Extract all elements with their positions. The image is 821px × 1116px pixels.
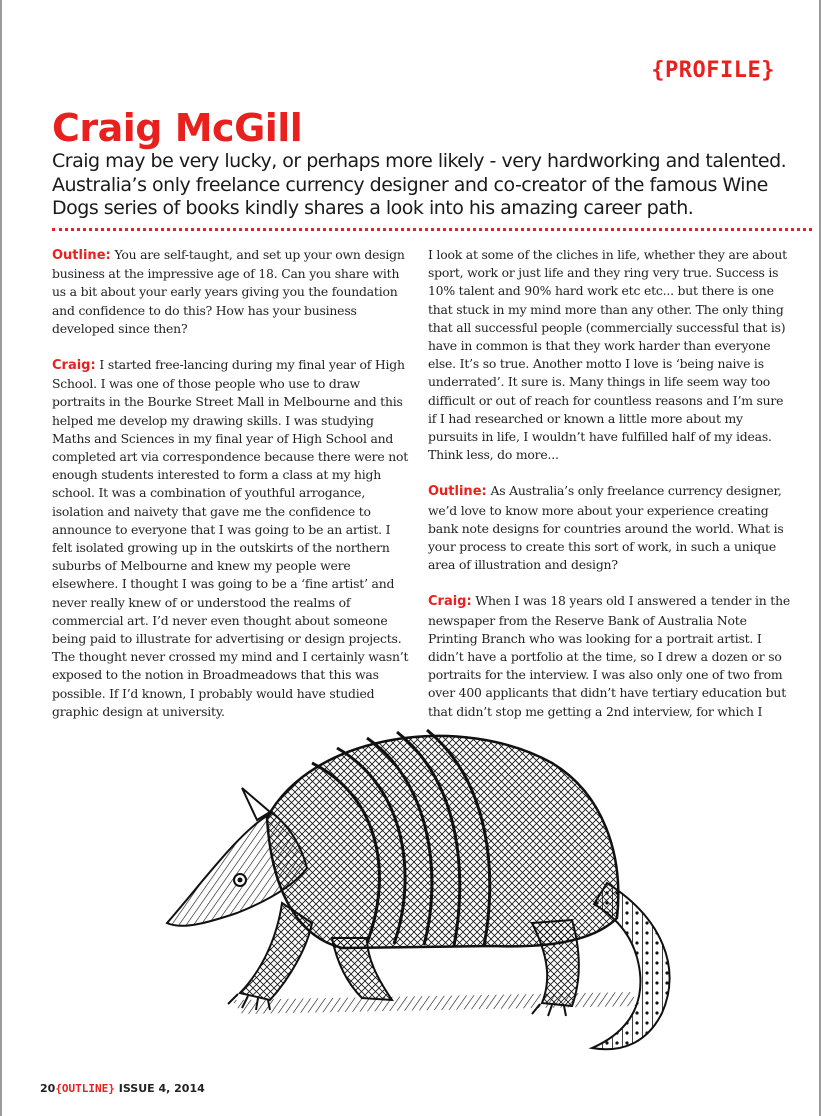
front-leg <box>240 903 312 1000</box>
paragraph <box>428 246 794 464</box>
paragraph <box>428 482 794 574</box>
ear <box>242 788 270 820</box>
armadillo-illustration <box>162 708 722 1063</box>
paragraph <box>52 246 412 338</box>
page-number: 20 <box>40 1082 56 1095</box>
magazine-brand: {OUTLINE} <box>55 1082 115 1095</box>
hind-leg <box>532 920 579 1006</box>
speaker-label: Outline: <box>52 248 111 263</box>
dotted-divider <box>52 228 812 231</box>
text-column-left <box>52 246 412 739</box>
article-title: Craig McGill <box>52 106 303 150</box>
issue-info: ISSUE 4, 2014 <box>114 1082 205 1095</box>
section-tag: {PROFILE} <box>651 58 775 83</box>
speaker-label: Craig: <box>52 358 96 374</box>
paragraph-text: You are self-taught, and set up your own design business at the impressive age of 18. Can you share with us a bit about your early years giving you the foundation and confidence to do this? How has your business developed since then? <box>52 247 405 336</box>
paragraph <box>52 356 412 721</box>
paragraph-text: I started free-lancing during my final year of High School. I was one of those people who use to draw portraits in the Bourke Street Mall in Melbourne and this helped me develop my drawing skills. I was studying Maths and Sciences in my final year of High School and completed art via correspondence because there were not enough students interested to form a class at my high school. It was a combination of youthful arrogance, isolation and naivety that gave me the confidence to announce to everyone that I was going to be an artist. I felt isolated growing up in the outskirts of the northern suburbs of Melbourne and knew my people were elsewhere. I thought I was going to be a ‘fine artist’ and never really knew of or understood the realms of commercial art. I’d never even thought about someone being paid to illustrate for advertising or design projects. The thought never crossed my mind and I certainly wasn’t exposed to the notion in Broadmeadows that this was possible. If I’d known, I probably would have studied graphic design at university. <box>52 357 409 719</box>
article-standfirst: Craig may be very lucky, or perhaps more likely - very hardworking and talented. Australia’s only freelance currency designer and co-creator of the famous Wine Dogs series of books kindly shares a look into his amazing career path. <box>52 150 787 219</box>
paragraph-text: I look at some of the cliches in life, whether they are about sport, work or just life and they ring very true. Success is 10% talent and 90% hard work etc etc... but there is one that stuck in my mind more than any other. The only thing that all successful people (commercially successful that is) have in common is that they work harder than everyone else. It’s so true. Another motto I love is ‘being naive is underrated’. It sure is. Many things in life seem way too difficult or out of reach for countless reasons and I’m sure if I had researched or known a little more about my pursuits in life, I wouldn’t have fulfilled half of my ideas. Think less, do more... <box>428 247 787 463</box>
speaker-label: Outline: <box>428 484 487 500</box>
paragraph <box>428 592 794 720</box>
paragraph-text: As Australia’s only freelance currency designer, we’d love to know more about your experience creating bank note designs for countries around the world. What is your process to create this sort of work, in such a unique area of illustration and design? <box>428 483 784 573</box>
speaker-label: Craig: <box>428 594 472 610</box>
page-footer <box>40 1082 205 1095</box>
text-column-right <box>428 246 794 739</box>
paragraph-text: When I was 18 years old I answered a tender in the newspaper from the Reserve Bank of Australia Note Printing Branch who was looking for a portrait artist. I didn’t have a portfolio at the time, so I drew a dozen or so portraits for the interview. I was also only one of two from over 400 applicants that didn’t have tertiary education but that didn’t stop me getting a 2nd interview, for which I <box>428 593 790 719</box>
